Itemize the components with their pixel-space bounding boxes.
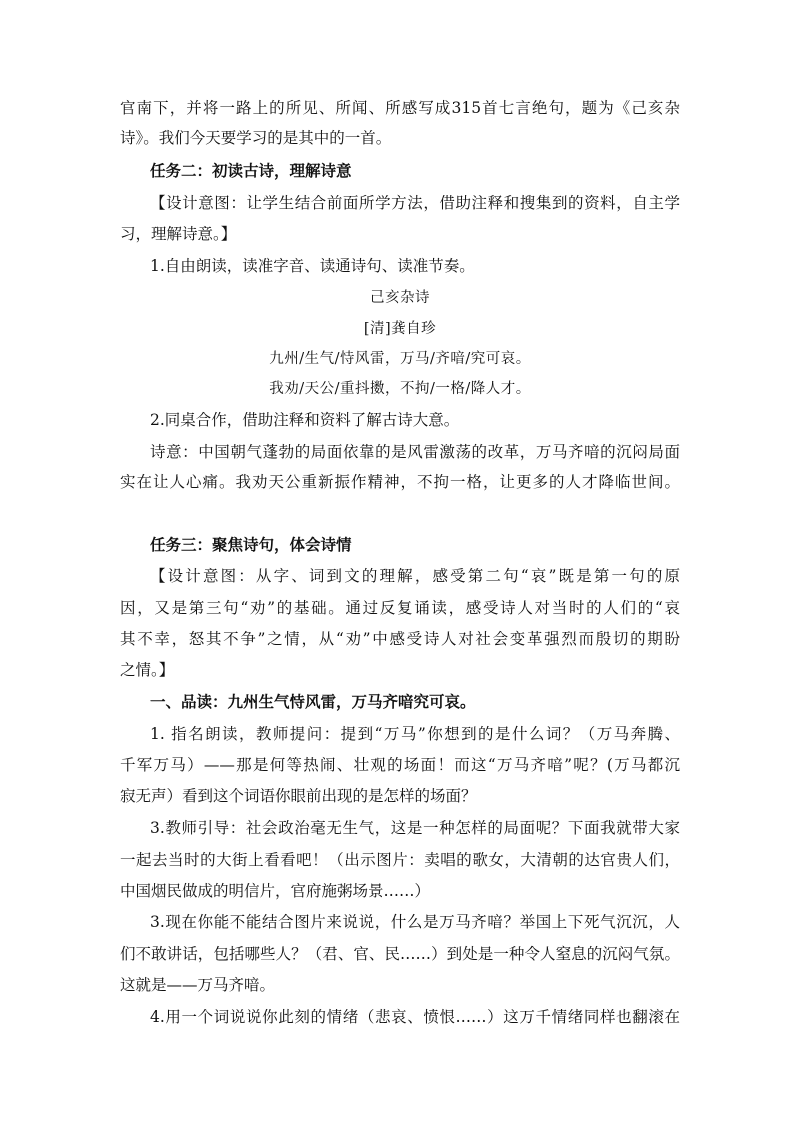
step-1: 1.自由朗读，读准字音、读通诗句、读准节奏。 (150, 257, 475, 275)
meaning-line-2: 实在让人心痛。我劝天公重新振作精神，不拘一格，让更多的人才降临世间。 (120, 473, 680, 491)
step-2: 2.同桌合作，借助注释和资料了解古诗大意。 (150, 411, 460, 429)
task2-design-line-2: 习，理解诗意。】 (120, 225, 237, 243)
intro-line-2: 诗》。我们今天要学习的是其中的一首。 (120, 129, 392, 147)
intro-line-1: 官南下，并将一路上的所见、所闻、所感写成315首七言绝句，题为《己亥杂 (120, 99, 680, 117)
item-3b-line-2: 们不敢讲话，包括哪些人？（君、官、民……）到处是一种令人窒息的沉闷气氛。 (120, 945, 680, 963)
poem-line-2: 我劝/天公/重抖擞，不拘/一格/降人才。 (269, 381, 531, 397)
part1-heading: 一、品读：九州生气恃风雷，万马齐喑究可哀。 (150, 692, 476, 711)
item-3a-line-1: 3.教师引导：社会政治毫无生气，这是一种怎样的局面呢？下面我就带大家 (150, 819, 680, 837)
item-1-line-3: 寂无声）看到这个词语你眼前出现的是怎样的场面？ (120, 787, 477, 805)
task3-design-line-4: 之情。】 (120, 661, 175, 679)
poem-line-1: 九州/生气/恃风雷，万马/齐喑/究可哀。 (269, 351, 531, 367)
item-3b-line-1: 3.现在你能不能结合图片来说说，什么是万马齐喑？举国上下死气沉沉，人 (150, 913, 680, 931)
task2-heading: 任务二：初读古诗，理解诗意 (150, 161, 352, 180)
poem-title: 己亥杂诗 (370, 290, 430, 306)
item-3b-line-3: 这就是——万马齐喑。 (120, 976, 276, 994)
task3-heading: 任务三：聚焦诗句，体会诗情 (150, 535, 352, 554)
task3-design-line-3: 其不幸，怒其不争”之情，从“劝”中感受诗人对社会变革强烈而殷切的期盼 (120, 630, 680, 648)
item-3a-line-2: 一起去当时的大街上看看吧！（出示图片：卖唱的歌女，大清朝的达官贵人们， (120, 851, 680, 869)
item-3a-line-3: 中国烟民做成的明信片，官府施粥场景……） (120, 882, 431, 900)
item-1-line-1: 1. 指名朗读，教师提问：提到“万马”你想到的是什么词？（万马奔腾、 (150, 725, 680, 743)
task2-design-line-1: 【设计意图：让学生结合前面所学方法，借助注释和搜集到的资料，自主学 (150, 194, 680, 212)
task3-design-line-2: 因，又是第三句“劝”的基础。通过反复诵读，感受诗人对当时的人们的“哀 (120, 599, 680, 617)
poem-author: [清]龚自珍 (363, 321, 437, 337)
item-1-line-2: 千军万马）——那是何等热闹、壮观的场面！而这“万马齐喑”呢？(万马都沉 (120, 756, 680, 774)
item-4-line-1: 4.用一个词说说你此刻的情绪（悲哀、愤恨……）这万千情绪同样也翻滚在 (150, 1008, 680, 1026)
task3-design-line-1: 【设计意图：从字、词到文的理解，感受第二句“哀”既是第一句的原 (150, 567, 680, 585)
meaning-line-1: 诗意：中国朝气蓬勃的局面依靠的是风雷激荡的改革，万马齐喑的沉闷局面 (150, 443, 680, 461)
